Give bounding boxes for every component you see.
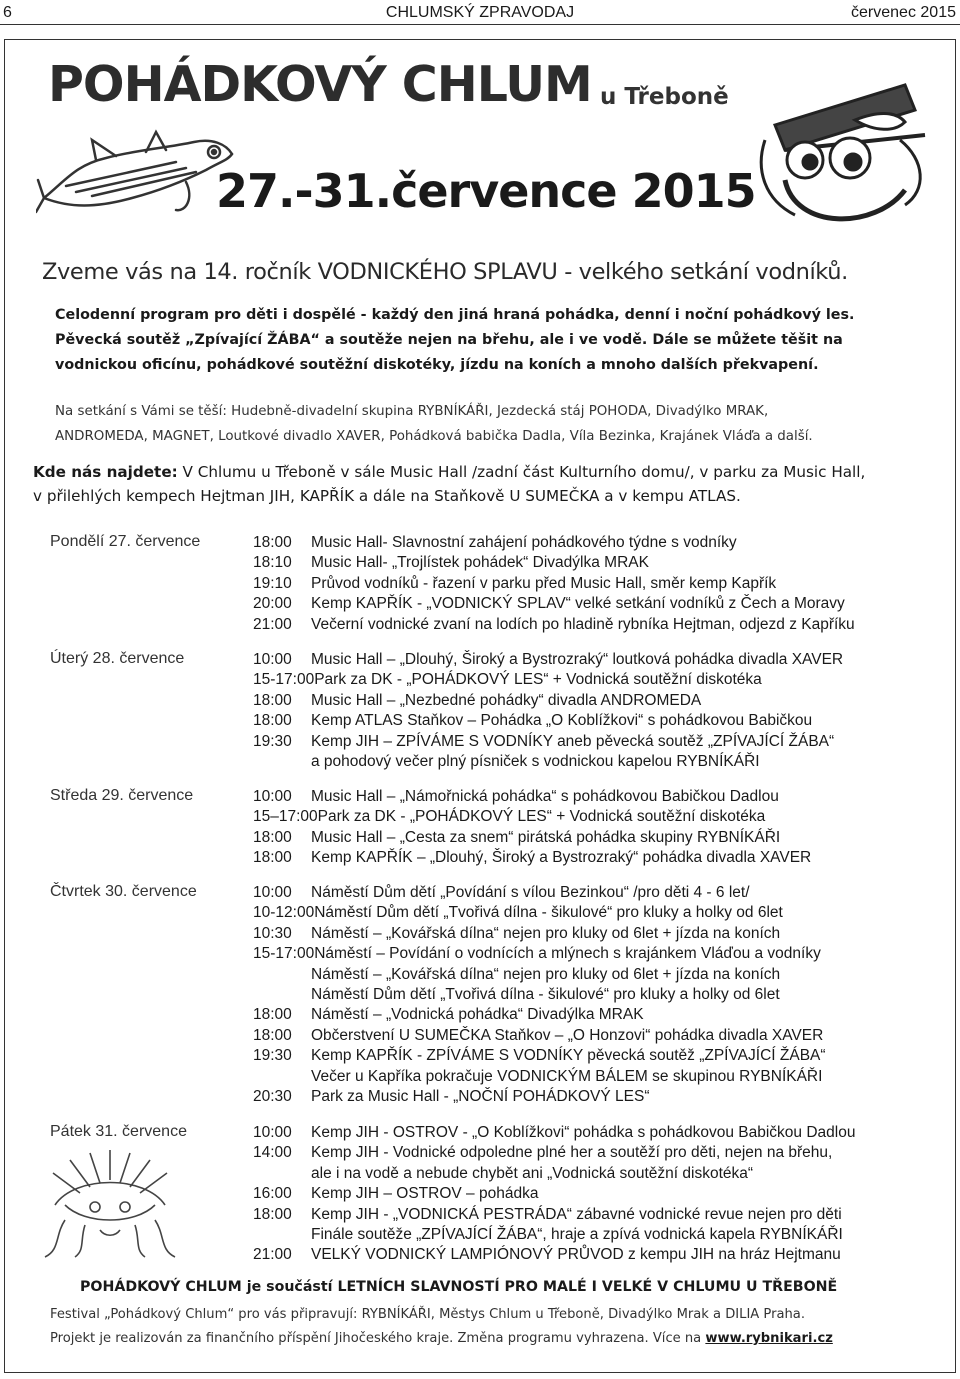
- schedule-event: [253, 965, 780, 985]
- poster-title: POHÁDKOVÝ CHLUM: [48, 56, 592, 113]
- location-text: V Chlumu u Třeboně v sále Music Hall /zadní část Kulturního domu/, v parku za Music Hall,: [182, 463, 866, 481]
- funding-text: Projekt je realizován za finančního příspění Jihočeského kraje. Změna programu vyhrazena. Více na: [50, 1331, 702, 1346]
- schedule-event: [253, 883, 750, 903]
- schedule-event: [253, 574, 776, 594]
- event-description: Náměstí – „Vodnická pohádka“ Divadýlka MRAK: [311, 1006, 644, 1024]
- schedule-event: [253, 848, 811, 868]
- event-time: 21:00: [253, 615, 292, 633]
- event-description: Kemp KAPŘÍK - ZPÍVÁME S VODNÍKY pěvecká soutěž „ZPÍVAJÍCÍ ŽÁBA“: [311, 1047, 826, 1065]
- event-dates: 27.-31.července 2015: [216, 164, 756, 218]
- event-description: Park za DK - „POHÁDKOVÝ LES“ + Vodnická soutěžní diskotéka: [317, 808, 766, 826]
- event-description: Kemp ATLAS Staňkov – Pohádka „O Koblížkovi“ s pohádkovou Babičkou: [311, 712, 813, 730]
- ensembles-line: ANDROMEDA, MAGNET, Loutkové divadlo XAVER, Pohádková babička Dadla, Víla Bezinka, Krajánek Vláďa a další.: [55, 429, 813, 444]
- schedule-event: [253, 1164, 753, 1184]
- event-description: Kemp JIH – OSTROV – pohádka: [311, 1185, 539, 1203]
- schedule-event: [253, 615, 855, 635]
- event-description: Náměstí – Povídání o vodnících a mlýnech s krajánkem Vláďou a vodníky: [314, 945, 821, 963]
- schedule-event: [253, 1067, 822, 1087]
- event-description: ale i na vodě a nebude chybět ani „Vodnická soutěžní diskotéka“: [311, 1164, 754, 1182]
- event-time: 18:00: [253, 712, 292, 730]
- event-description: Náměstí Dům dětí „Povídání s vílou Bezinkou“ /pro děti 4 - 6 let/: [311, 884, 750, 901]
- schedule-day: Pátek 31. července: [50, 1123, 187, 1140]
- fish-illustration-icon: [36, 120, 246, 220]
- event-time: 10:00: [253, 1124, 292, 1141]
- event-time: 18:00: [253, 1026, 292, 1044]
- website-link[interactable]: www.rybnikari.cz: [705, 1331, 833, 1346]
- schedule-event: [253, 594, 845, 614]
- festival-note: POHÁDKOVÝ CHLUM je součástí LETNÍCH SLAVNOSTÍ PRO MALÉ I VELKÉ V CHLUMU U TŘEBONĚ: [80, 1279, 838, 1295]
- event-description: Náměstí – „Kovářská dílna“ nejen pro kluky od 6let + jízda na koních: [311, 965, 781, 983]
- event-description: Náměstí Dům dětí „Tvořivá dílna - šikulové“ pro kluky a holky od 6let: [311, 986, 780, 1003]
- schedule-event: [253, 787, 779, 807]
- event-description: Music Hall- Slavnostní zahájení pohádkového týdne s vodníky: [311, 534, 737, 551]
- event-description: Music Hall – „Dlouhý, Široký a Bystrozraký“ loutková pohádka divadla XAVER: [311, 651, 844, 668]
- schedule-event: [253, 1143, 832, 1163]
- intro-line: Pěvecká soutěž „Zpívající ŽÁBA“ a soutěže nejen na břehu, ale i ve vodě. Dále se můžete těšit na: [55, 332, 843, 348]
- event-time: 18:00: [253, 691, 292, 709]
- event-description: a pohodový večer plný písniček s vodnickou kapelou RYBNÍKÁŘI: [311, 753, 760, 770]
- event-description: Občerstvení U SUMEČKA Staňkov – „O Honzovi“ pohádka divadla XAVER: [311, 1026, 824, 1044]
- event-time: 18:00: [253, 534, 292, 551]
- schedule-event: [253, 670, 762, 690]
- event-time: 18:00: [253, 828, 292, 846]
- event-time: 18:00: [253, 849, 292, 867]
- event-time: 10:00: [253, 884, 292, 901]
- event-description: Kemp KAPŘÍK - „VODNICKÝ SPLAV“ velké setkání vodníků z Čech a Moravy: [311, 595, 845, 613]
- event-description: Průvod vodníků - řazení v parku před Music Hall, směr kemp Kapřík: [311, 574, 777, 592]
- schedule-event: [253, 828, 780, 848]
- schedule-event: [253, 903, 783, 923]
- event-description: Náměstí Dům dětí „Tvořivá dílna - šikulové“ pro kluky a holky od 6let: [314, 904, 783, 922]
- event-time: 15-17:00: [253, 671, 315, 689]
- event-description: Kemp KAPŘÍK – „Dlouhý, Široký a Bystrozraký“ pohádka divadla XAVER: [311, 849, 812, 867]
- location-label: Kde nás najdete:: [33, 463, 178, 481]
- schedule-event: [253, 1123, 855, 1143]
- intro-line: vodnickou oficínu, pohádkové soutěžní diskotéky, jízdu na koních a mnoho dalších překvapení.: [55, 357, 819, 373]
- schedule-event: [253, 1005, 644, 1025]
- event-time: 19:30: [253, 1047, 292, 1065]
- event-description: Finále soutěže „ZPÍVAJÍCÍ ŽÁBA“, hraje a zpívá vodnická kapela RYBNÍKÁŘI: [311, 1226, 843, 1243]
- event-description: Music Hall – „Námořnická pohádka“ s pohádkovou Babičkou Dadlou: [311, 788, 779, 805]
- schedule-day: Pondělí 27. července: [50, 533, 201, 550]
- location-line: [33, 460, 865, 485]
- intro-line: Celodenní program pro děti i dospělé - každý den jiná hraná pohádka, denní i noční pohádkový les.: [55, 307, 855, 323]
- publication-title: CHLUMSKÝ ZPRAVODAJ: [385, 4, 575, 21]
- schedule-event: [253, 944, 821, 964]
- schedule-event: [253, 1225, 843, 1245]
- event-time: 10:00: [253, 788, 292, 805]
- event-time: 10-12:00: [253, 904, 315, 922]
- event-description: Kemp JIH – ZPÍVÁME S VODNÍKY aneb pěvecká soutěž „ZPÍVAJÍCÍ ŽÁBA“: [311, 732, 835, 750]
- schedule-event: [253, 1184, 538, 1204]
- ensembles-line: Na setkání s Vámi se těší: Hudebně-divadelní skupina RYBNÍKÁŘI, Jezdecká stáj POHODA, Divadýlko MRAK,: [55, 404, 769, 419]
- event-time: 21:00: [253, 1246, 292, 1264]
- event-time: 15–17:00: [253, 808, 318, 826]
- event-time: 15-17:00: [253, 945, 315, 963]
- jellyfish-illustration-icon: [35, 1145, 185, 1260]
- event-description: Kemp JIH - OSTROV - „O Koblížkovi“ pohádka s pohádkovou Babičkou Dadlou: [311, 1124, 856, 1141]
- event-description: Park za Music Hall - „NOČNÍ POHÁDKOVÝ LES“: [311, 1088, 650, 1105]
- schedule-event: [253, 985, 780, 1005]
- schedule-event: [253, 553, 649, 573]
- schedule-day: Úterý 28. července: [50, 650, 185, 667]
- schedule-event: [253, 533, 737, 553]
- schedule-day: Čtvrtek 30. července: [50, 883, 197, 900]
- schedule-event: [253, 1046, 826, 1066]
- event-description: Náměstí – „Kovářská dílna“ nejen pro kluky od 6let + jízda na koních: [311, 924, 781, 942]
- location-text: v přilehlých kempech Hejtman JIH, KAPŘÍK a dále na Staňkově U SUMEČKA a v kempu ATLAS.: [33, 487, 741, 505]
- invite-text: Zveme vás na 14. ročník VODNICKÉHO SPLAVU - velkého setkání vodníků.: [42, 259, 848, 285]
- schedule-event: [253, 1245, 841, 1265]
- event-time: 14:00: [253, 1144, 292, 1162]
- poster-subtitle: u Třeboně: [600, 84, 729, 110]
- header-rule: [0, 24, 960, 25]
- event-description: Kemp JIH - „VODNICKÁ PESTRÁDA“ zábavné vodnické revue nejen pro děti: [311, 1205, 842, 1223]
- schedule-event: [253, 1205, 842, 1225]
- event-time: 10:30: [253, 924, 292, 942]
- event-description: Kemp JIH - Vodnické odpoledne plné her a soutěží pro děti, nejen na břehu,: [311, 1144, 833, 1162]
- event-time: 16:00: [253, 1185, 292, 1203]
- event-description: Večer u Kapříka pokračuje VODNICKÝM BÁLEM se skupinou RYBNÍKÁŘI: [311, 1067, 823, 1085]
- schedule-event: [253, 807, 765, 827]
- location-line: [33, 484, 741, 509]
- organizers-note: Festival „Pohádkový Chlum“ pro vás připravují: RYBNÍKÁŘI, Městys Chlum u Třeboně, Divadýlko Mrak a DILIA Praha.: [50, 1307, 805, 1322]
- schedule-event: [253, 752, 760, 772]
- schedule-event: [253, 650, 843, 670]
- event-time: 10:00: [253, 651, 292, 668]
- vodnik-illustration-icon: [755, 80, 930, 235]
- event-time: 18:10: [253, 554, 292, 572]
- event-description: Park za DK - „POHÁDKOVÝ LES“ + Vodnická soutěžní diskotéka: [314, 671, 762, 689]
- event-time: 19:30: [253, 732, 292, 750]
- page-number: 6: [3, 4, 12, 21]
- event-time: 20:30: [253, 1088, 292, 1105]
- issue-date: červenec 2015: [851, 4, 956, 21]
- schedule-event: [253, 924, 780, 944]
- funding-note: [50, 1331, 833, 1346]
- schedule-event: [253, 1087, 649, 1107]
- page-header: [0, 0, 960, 30]
- schedule-day: Středa 29. července: [50, 787, 194, 804]
- event-description: Večerní vodnické zvaní na lodích po hladině rybníka Hejtman, odjezd z Kapříku: [311, 615, 855, 633]
- event-time: 19:10: [253, 574, 292, 592]
- event-description: Music Hall – „Cesta za snem“ pirátská pohádka skupiny RYBNÍKÁŘI: [311, 828, 781, 846]
- event-time: 18:00: [253, 1006, 292, 1024]
- event-time: 18:00: [253, 1205, 292, 1223]
- schedule-event: [253, 1026, 823, 1046]
- event-description: Music Hall- „Trojlístek pohádek“ Divadýlka MRAK: [311, 554, 649, 572]
- event-description: VELKÝ VODNICKÝ LAMPIÓNOVÝ PRŮVOD z kempu JIH na hráz Hejtmanu: [311, 1246, 841, 1264]
- event-time: 20:00: [253, 595, 292, 613]
- event-description: Music Hall – „Nezbedné pohádky“ divadla ANDROMEDA: [311, 691, 702, 709]
- schedule-event: [253, 732, 834, 752]
- schedule-event: [253, 691, 701, 711]
- schedule-event: [253, 711, 812, 731]
